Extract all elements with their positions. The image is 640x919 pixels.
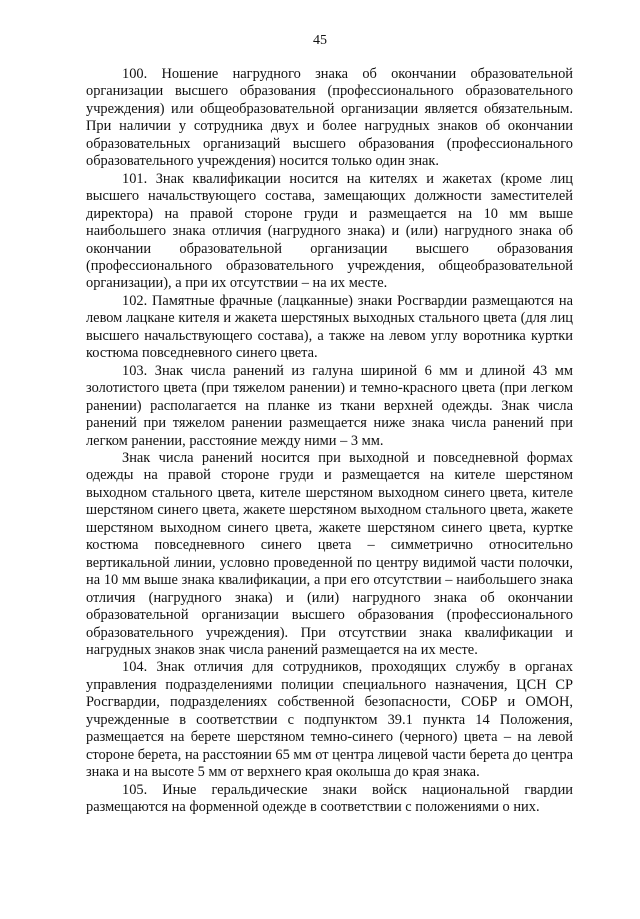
page-number: 45 [313, 33, 327, 48]
paragraph-103-continuation: Знак числа ранений носится при выходной и повседневной формах одежды на правой стороне груди и размещается на кителе шерстяном выходном стального цвета, кителе шерстяном выходном синего цвета, кителе шерстяном синего цвета, жакете шерстяном выходном стального цвета, жакете шерстяном выходном синего цвета, жакете шерстяном синего цвета, куртке костюма повседневного синего цвета – симметрично относительно вертикальной линии, условно проведенной по центру видимой части полочки, на 10 мм выше знака квалификации, а при его отсутствии – наибольшего знака отличия (нагрудного знака) и (или) нагрудного знака об окончании образовательной организации высшего образования (профессионального образовательного учреждения). При отсутствии знака квалификации и нагрудных знаков знак числа ранений размещается на их месте. [86, 449, 573, 658]
paragraph-100: 100. Ношение нагрудного знака об окончании образовательной организации высшего образования (профессионального образовательного учреждения) или общеобразовательной организации является обязательным. При наличии у сотрудника двух и более нагрудных знаков об окончании образовательных организаций высшего образования (профессионального образовательного учреждения) носится только один знак. [86, 66, 573, 170]
paragraph-101: 101. Знак квалификации носится на кителях и жакетах (кроме лиц высшего начальствующего состава, замещающих должности заместителей директора) на правой стороне груди и размещается на 10 мм выше наибольшего знака отличия (нагрудного знака) и (или) нагрудного знака об окончании образовательной организации высшего образования (профессионального образовательного учреждения, общеобразовательной организации), а при их отсутствии – на их месте. [86, 170, 573, 292]
document-body [86, 66, 573, 816]
paragraph-105: 105. Иные геральдические знаки войск национальной гвардии размещаются на форменной одежде в соответствии с положениями о них. [86, 781, 573, 816]
paragraph-104: 104. Знак отличия для сотрудников, проходящих службу в органах управления подразделениями полиции специального назначения, ЦСН СР Росгвардии, подразделениях собственной безопасности, СОБР и ОМОН, учрежденные в соответствии с подпунктом 39.1 пункта 14 Положения, размещается на берете шерстяном темно-синего (черного) цвета – на левой стороне берета, на расстоянии 65 мм от центра лицевой части берета до центра знака и на высоте 5 мм от верхнего края околыша до края знака. [86, 659, 573, 781]
paragraph-102: 102. Памятные фрачные (лацканные) знаки Росгвардии размещаются на левом лацкане кителя и жакета шерстяных выходных стального цвета (для лиц высшего начальствующего состава), а также на левом углу воротника куртки костюма повседневного синего цвета. [86, 292, 573, 362]
paragraph-103: 103. Знак числа ранений из галуна шириной 6 мм и длиной 43 мм золотистого цвета (при тяжелом ранении) и темно-красного цвета (при легком ранении) располагается на планке из ткани верхней одежды. Знак числа ранений при тяжелом ранении размещается ниже знака числа ранений при легком ранении, расстояние между ними – 3 мм. [86, 362, 573, 449]
